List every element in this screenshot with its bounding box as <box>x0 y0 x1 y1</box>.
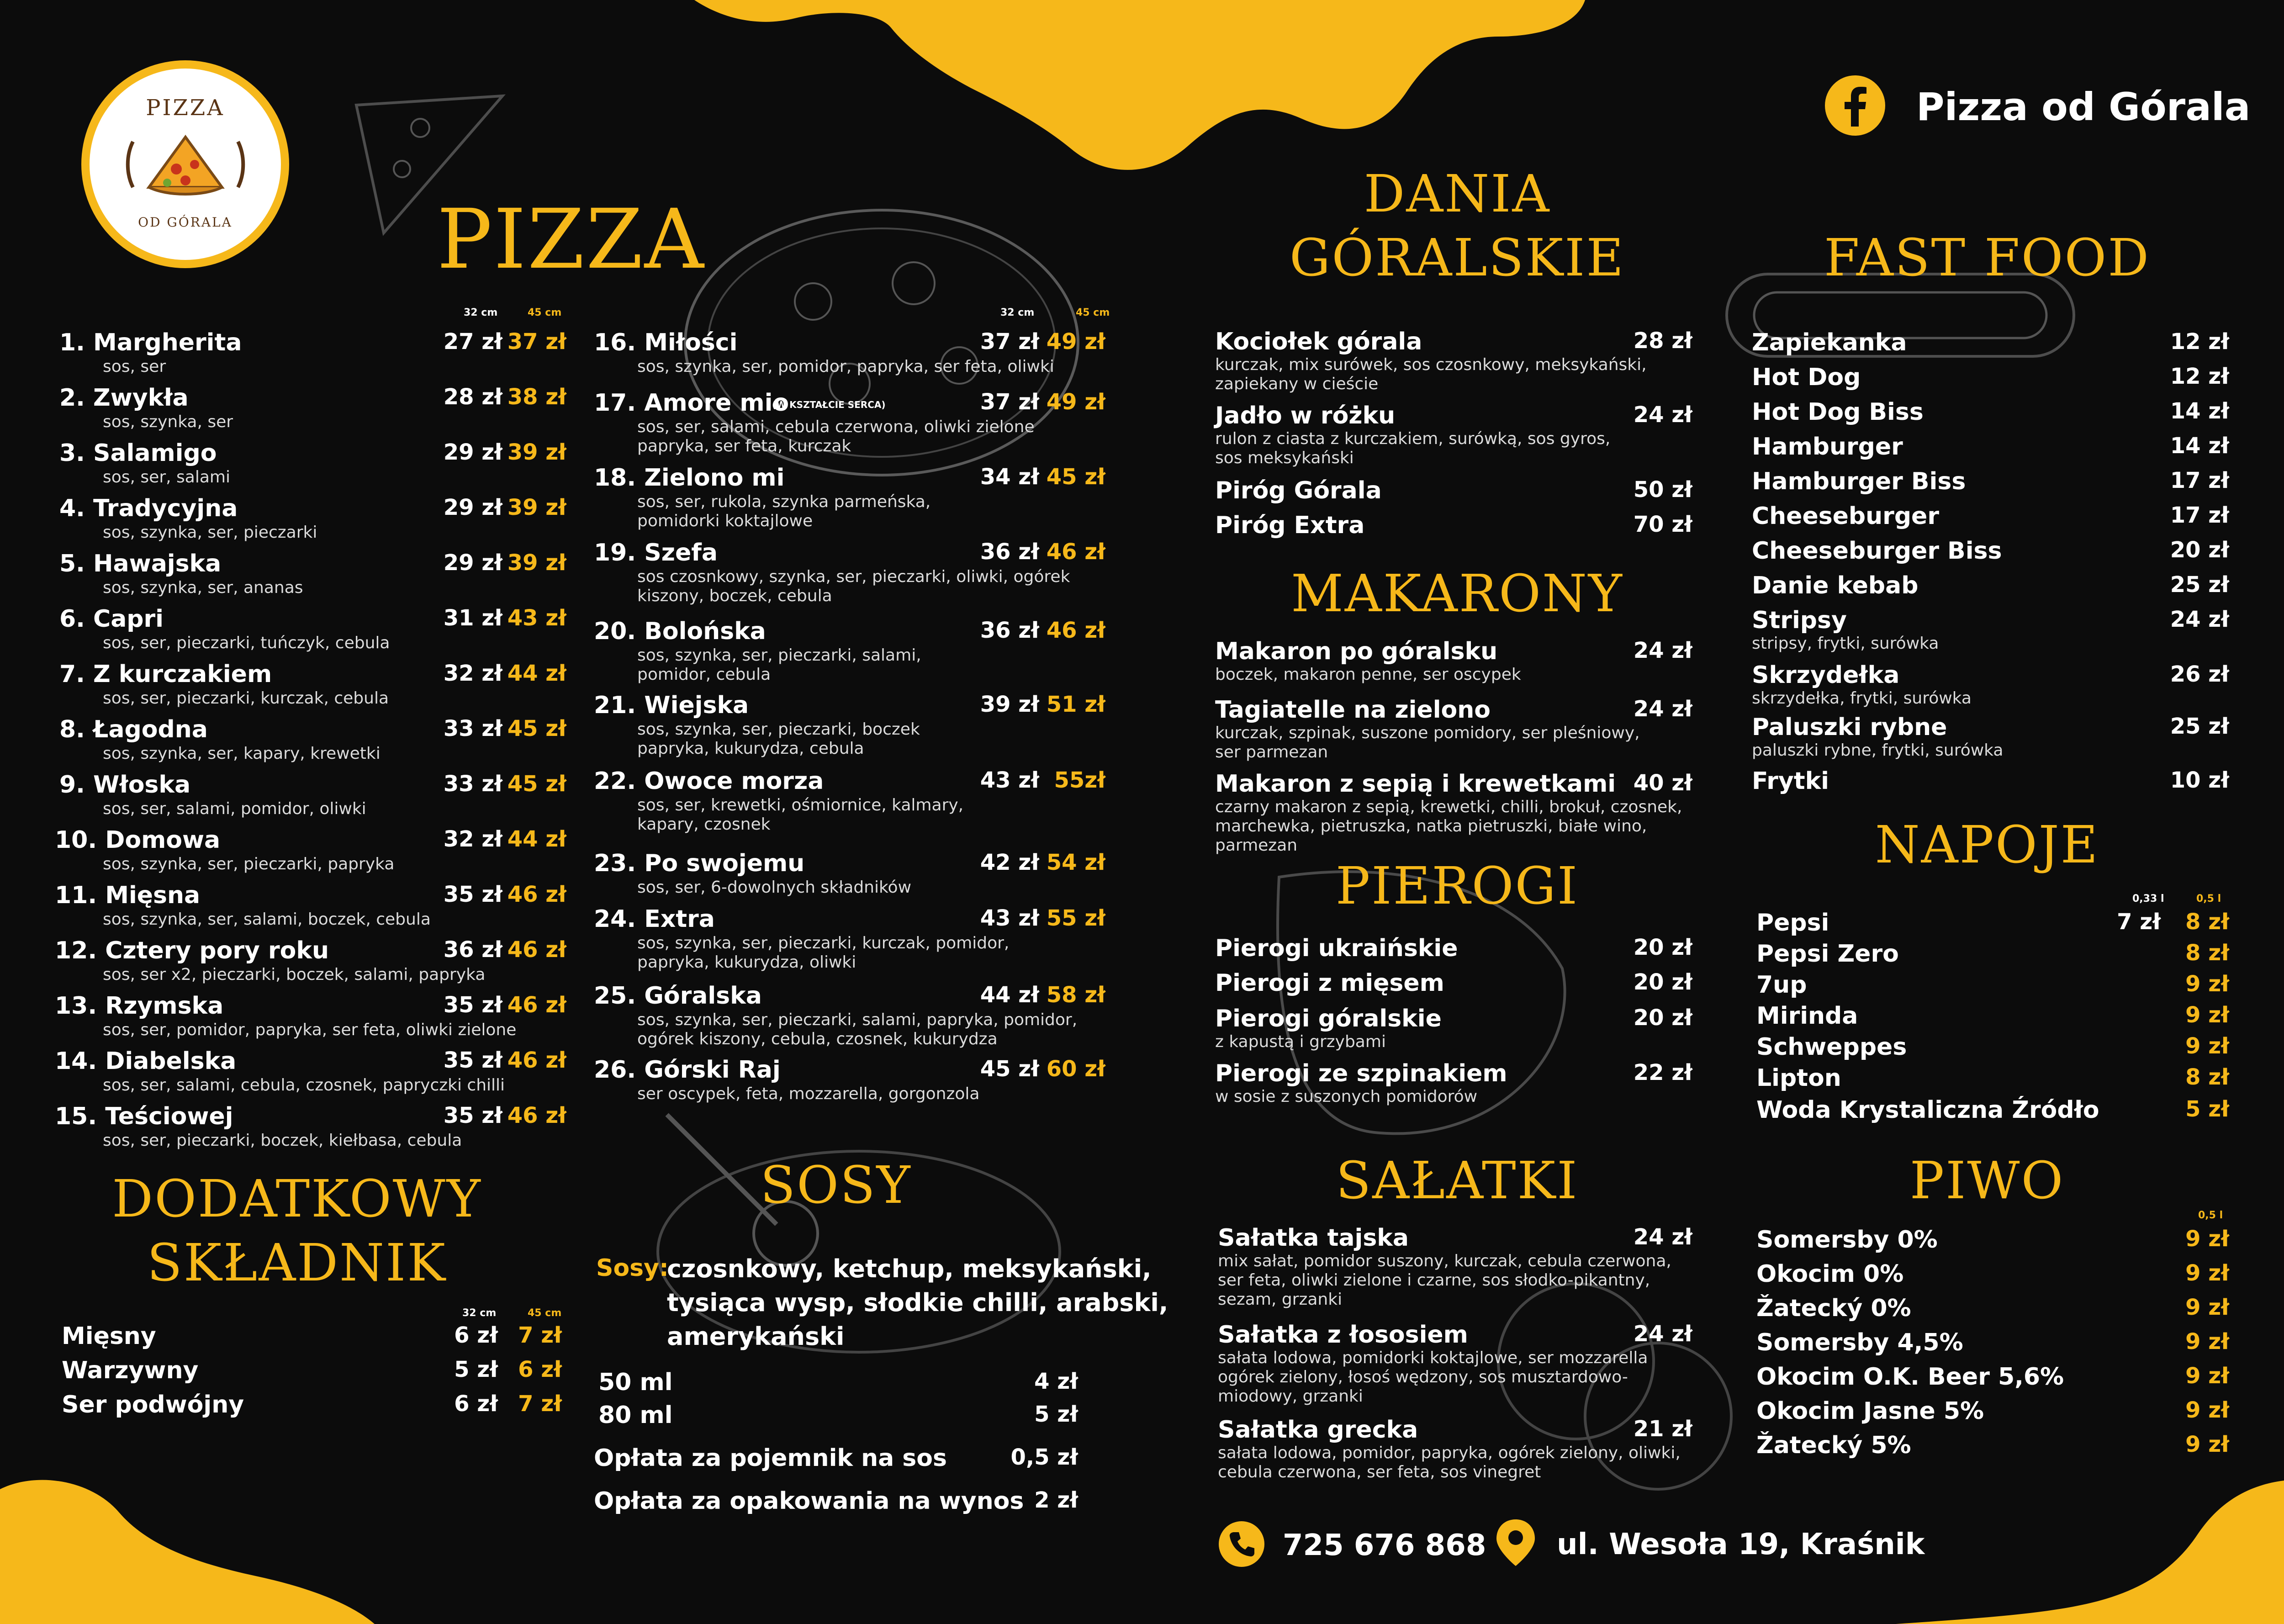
extra-title-line1: DODATKOWY <box>112 1169 482 1229</box>
napoje-item-name: Woda Krystaliczna Źródło <box>1756 1096 2099 1124</box>
pizza-price-45: 44 zł <box>507 826 566 852</box>
pizza-price-32: 43 zł <box>980 767 1039 793</box>
pizza-item-name: 17. Amore mio <box>594 389 789 417</box>
napoje-price-large: 8 zł <box>2185 909 2229 935</box>
pizza-price-45: 43 zł <box>507 605 566 631</box>
item-description: sos, ser, salami <box>103 468 230 487</box>
pizza-price-32: 33 zł <box>443 716 502 741</box>
napoje-price-large: 8 zł <box>2185 1064 2229 1090</box>
pizza-price-45: 49 zł <box>1046 329 1105 354</box>
pizza-item-name: 18. Zielono mi <box>594 464 785 492</box>
sauces-list-line3: amerykański <box>667 1322 845 1351</box>
sauces-label: Sosy: <box>596 1254 669 1282</box>
goralskie-item-name: Kociołek górala <box>1215 328 1422 355</box>
pizza-item-name: 6. Capri <box>59 605 164 633</box>
goralskie-item-price: 28 zł <box>1633 328 1692 354</box>
pizza-item-name: 15. Teściowej <box>55 1103 233 1130</box>
pizza-item-name: 8. Łagodna <box>59 716 208 743</box>
pizza-price-45: 45 zł <box>507 771 566 797</box>
pizza-item-name: 2. Zwykła <box>59 384 189 412</box>
item-description: sos, ser, 6-dowolnych składników <box>637 878 912 897</box>
napoje-price-large: 8 zł <box>2185 940 2229 966</box>
phone-number: 725 676 868 <box>1283 1529 1486 1562</box>
extra-price-45: 7 zł <box>518 1391 562 1417</box>
piwo-item-price: 9 zł <box>2185 1260 2229 1286</box>
item-description: kurczak, mix surówek, sos czosnkowy, meksykański, zapiekany w cieście <box>1215 355 1647 393</box>
fastfood-item-price: 25 zł <box>2170 572 2229 598</box>
pierogi-item-name: Pierogi ukraińskie <box>1215 935 1458 962</box>
napoje-price-small: 7 zł <box>2117 909 2161 935</box>
pizza-price-45: 54 zł <box>1046 850 1105 875</box>
sauce-item-price: 5 zł <box>1034 1402 1078 1427</box>
makarony-item-price: 40 zł <box>1633 770 1692 796</box>
pizza-price-45: 51 zł <box>1046 692 1105 717</box>
pizza-price-32: 42 zł <box>980 850 1039 875</box>
fastfood-title: FAST FOOD <box>1824 228 2151 288</box>
piwo-item-name: Okocim 0% <box>1756 1260 1904 1288</box>
pizza-item-name: 3. Salamigo <box>59 439 217 467</box>
pizza-item-name: 24. Extra <box>594 905 715 933</box>
pizza-item-name: 23. Po swojemu <box>594 850 805 877</box>
pizza-price-32: 34 zł <box>980 464 1039 490</box>
pizza-item-name: 7. Z kurczakiem <box>59 661 272 688</box>
item-description: sos, ser, krewetki, ośmiornice, kalmary, kapary, czosnek <box>637 796 964 834</box>
fastfood-item-name: Paluszki rybne <box>1752 714 1947 741</box>
pizza-price-32: 45 zł <box>980 1056 1039 1082</box>
item-description: mix sałat, pomidor suszony, kurczak, cebula czerwona, ser feta, oliwki zielone i czarne, sos słodko-pikantny, sezam, grzanki <box>1218 1252 1671 1309</box>
fastfood-item-price: 20 zł <box>2170 537 2229 563</box>
piwo-item-name: Okocim O.K. Beer 5,6% <box>1756 1363 2064 1391</box>
fastfood-item-name: Hot Dog Biss <box>1752 398 1924 426</box>
item-description: sos, szynka, ser, pomidor, papryka, ser feta, oliwki <box>637 357 1054 376</box>
pizza-price-32: 29 zł <box>443 439 502 465</box>
pizza-price-45: 46 zł <box>507 937 566 963</box>
pizza-price-32: 33 zł <box>443 771 502 797</box>
extra-item-name: Mięsny <box>62 1322 156 1350</box>
pizza-price-45: 37 zł <box>507 329 566 354</box>
sauces-list-line2: tysiąca wysp, słodkie chilli, arabski, <box>667 1288 1168 1317</box>
pizza-size-large-left: 45 cm <box>528 307 562 318</box>
salatki-title: SAŁATKI <box>1336 1151 1579 1211</box>
bottom-right-blob <box>1896 1480 2284 1624</box>
item-description: sos, ser, salami, cebula czerwona, oliwki zielone papryka, ser feta, kurczak <box>637 418 1035 455</box>
napoje-price-large: 9 zł <box>2185 1002 2229 1028</box>
fastfood-item-name: Hot Dog <box>1752 364 1861 391</box>
goralskie-item-name: Piróg Górala <box>1215 477 1382 504</box>
extra-price-32: 5 zł <box>454 1357 498 1382</box>
napoje-price-large: 9 zł <box>2185 1033 2229 1059</box>
item-description: sos, ser, pieczarki, tuńczyk, cebula <box>103 634 390 652</box>
napoje-title: NAPOJE <box>1875 815 2099 875</box>
extra-title-line2: SKŁADNIK <box>147 1233 447 1293</box>
item-description: czarny makaron z sepią, krewetki, chilli, brokuł, czosnek, marchewka, pietruszka, natka pietruszki, białe wino, parmezan <box>1215 798 1682 855</box>
pizza-price-45: 46 zł <box>507 1047 566 1073</box>
pizza-size-large-right: 45 cm <box>1076 307 1110 318</box>
salatki-item-price: 21 zł <box>1633 1416 1692 1442</box>
makarony-item-price: 24 zł <box>1633 638 1692 663</box>
item-description: stripsy, frytki, surówka <box>1752 634 1939 653</box>
pizza-icon <box>122 119 249 210</box>
item-description: sos, szynka, ser <box>103 413 233 431</box>
goralskie-item-name: Jadło w różku <box>1215 402 1396 429</box>
salatki-item-name: Sałatka tajska <box>1218 1224 1409 1252</box>
fastfood-item-name: Danie kebab <box>1752 572 1919 599</box>
pizza-price-45: 55 zł <box>1046 905 1105 931</box>
pizza-price-32: 35 zł <box>443 1103 502 1128</box>
pizza-price-32: 36 zł <box>443 937 502 963</box>
fastfood-item-price: 25 zł <box>2170 714 2229 739</box>
goralskie-title-line1: DANIA <box>1364 164 1551 224</box>
pizza-item-name: 19. Szefa <box>594 539 718 566</box>
pizza-price-45: 45 zł <box>1046 464 1105 490</box>
fastfood-item-price: 12 zł <box>2170 329 2229 354</box>
goralskie-item-price: 24 zł <box>1633 402 1692 428</box>
pizza-price-45: 58 zł <box>1046 982 1105 1008</box>
pizza-price-32: 28 zł <box>443 384 502 410</box>
salatki-item-name: Sałatka grecka <box>1218 1416 1418 1444</box>
piwo-item-price: 9 zł <box>2185 1329 2229 1354</box>
napoje-price-large: 5 zł <box>2185 1096 2229 1122</box>
pizza-price-45: 38 zł <box>507 384 566 410</box>
pizza-item-name: 20. Bolońska <box>594 618 766 645</box>
napoje-item-name: 7up <box>1756 971 1807 999</box>
pizza-price-32: 31 zł <box>443 605 502 631</box>
location-pin-icon <box>1493 1518 1539 1568</box>
item-description: sos, szynka, ser, pieczarki, kurczak, pomidor, papryka, kukurydza, oliwki <box>637 934 1010 972</box>
makarony-item-name: Tagiatelle na zielono <box>1215 696 1491 724</box>
extra-price-45: 6 zł <box>518 1357 562 1382</box>
piwo-item-name: Somersby 0% <box>1756 1226 1938 1254</box>
extra-price-45: 7 zł <box>518 1322 562 1348</box>
pizza-item-name: 26. Górski Raj <box>594 1056 781 1084</box>
fastfood-item-price: 12 zł <box>2170 364 2229 389</box>
goralskie-item-price: 70 zł <box>1633 512 1692 537</box>
phone-icon <box>1219 1521 1264 1567</box>
piwo-item-price: 9 zł <box>2185 1432 2229 1457</box>
makarony-item-name: Makaron po góralsku <box>1215 638 1498 665</box>
piwo-item-price: 9 zł <box>2185 1397 2229 1423</box>
piwo-item-price: 9 zł <box>2185 1363 2229 1389</box>
sauce-item-name: Opłata za opakowania na wynos <box>594 1487 1024 1515</box>
item-description: paluszki rybne, frytki, surówka <box>1752 741 2004 760</box>
item-description: sos, ser <box>103 357 166 376</box>
address-text: ul. Wesoła 19, Kraśnik <box>1557 1528 1925 1561</box>
top-blob <box>694 0 1585 183</box>
pierogi-item-name: Pierogi z mięsem <box>1215 969 1444 997</box>
pizza-price-32: 44 zł <box>980 982 1039 1008</box>
fastfood-item-price: 14 zł <box>2170 398 2229 424</box>
napoje-item-name: Lipton <box>1756 1064 1841 1092</box>
pizza-item-name: 14. Diabelska <box>55 1047 237 1075</box>
fastfood-item-price: 24 zł <box>2170 607 2229 632</box>
pizza-item-name: 22. Owoce morza <box>594 767 824 795</box>
fastfood-item-name: Frytki <box>1752 767 1829 795</box>
item-description: sos, szynka, ser, ananas <box>103 578 303 597</box>
pizza-item-name: 13. Rzymska <box>55 992 224 1020</box>
salatki-item-price: 24 zł <box>1633 1224 1692 1250</box>
item-description: z kapustą i grzybami <box>1215 1032 1386 1051</box>
pizza-price-32: 36 zł <box>980 618 1039 643</box>
extra-price-32: 6 zł <box>454 1322 498 1348</box>
pizza-price-45: 46 zł <box>507 882 566 907</box>
logo-text-top: PIZZA <box>146 95 225 121</box>
napoje-item-name: Pepsi Zero <box>1756 940 1899 968</box>
pizza-price-45: 44 zł <box>507 661 566 686</box>
pierogi-item-name: Pierogi ze szpinakiem <box>1215 1060 1507 1087</box>
piwo-item-name: Okocim Jasne 5% <box>1756 1397 1984 1425</box>
napoje-price-large: 9 zł <box>2185 971 2229 997</box>
item-description: sos, ser, salami, cebula, czosnek, papryczki chilli <box>103 1076 505 1095</box>
pierogi-item-name: Pierogi góralskie <box>1215 1005 1442 1032</box>
item-description: sos, ser, pieczarki, boczek, kiełbasa, cebula <box>103 1131 462 1150</box>
pierogi-item-price: 22 zł <box>1633 1060 1692 1085</box>
item-description: sos, szynka, ser, pieczarki <box>103 523 317 542</box>
pizza-price-45: 60 zł <box>1046 1056 1105 1082</box>
piwo-item-name: Somersby 4,5% <box>1756 1329 1963 1356</box>
pizza-size-small-right: 32 cm <box>1000 307 1035 318</box>
sauces-list-line1: czosnkowy, ketchup, meksykański, <box>667 1254 1152 1283</box>
pizza-price-32: 29 zł <box>443 550 502 576</box>
pierogi-item-price: 20 zł <box>1633 935 1692 960</box>
piwo-item-price: 9 zł <box>2185 1295 2229 1320</box>
pizza-price-45: 46 zł <box>507 1103 566 1128</box>
pizza-price-32: 27 zł <box>443 329 502 354</box>
fastfood-item-price: 14 zł <box>2170 433 2229 459</box>
pizza-price-45: 39 zł <box>507 439 566 465</box>
pizza-price-45: 39 zł <box>507 495 566 520</box>
item-description: sos, szynka, ser, pieczarki, papryka <box>103 855 395 873</box>
pizza-title: PIZZA <box>437 192 705 287</box>
pizza-price-45: 49 zł <box>1046 389 1105 415</box>
pizza-item-tag: (W KSZTAŁCIE SERCA) <box>772 399 886 410</box>
piwo-size: 0,5 l <box>2198 1210 2223 1221</box>
sauce-item-price: 2 zł <box>1034 1487 1078 1513</box>
pizza-item-name: 25. Góralska <box>594 982 762 1010</box>
item-description: sos czosnkowy, szynka, ser, pieczarki, oliwki, ogórek kiszony, boczek, cebula <box>637 567 1070 605</box>
piwo-title: PIWO <box>1909 1151 2065 1211</box>
pizza-item-name: 1. Margherita <box>59 329 242 356</box>
facebook-page-name: Pizza od Górala <box>1916 85 2251 129</box>
pizza-item-name: 16. Miłości <box>594 329 738 356</box>
item-description: sos, szynka, ser, kapary, krewetki <box>103 744 381 763</box>
piwo-item-name: Žatecký 0% <box>1756 1295 1911 1322</box>
napoje-item-name: Pepsi <box>1756 909 1829 936</box>
item-description: sos, ser x2, pieczarki, boczek, salami, papryka <box>103 965 486 984</box>
fastfood-item-name: Stripsy <box>1752 607 1847 634</box>
logo-text-bottom: OD GÓRALA <box>138 215 233 230</box>
pizza-price-32: 43 zł <box>980 905 1039 931</box>
pizza-item-name: 9. Włoska <box>59 771 191 799</box>
extra-size-small: 32 cm <box>462 1307 497 1319</box>
pizza-item-name: 5. Hawajska <box>59 550 222 577</box>
item-description: sos, szynka, ser, pieczarki, salami, pomidor, cebula <box>637 646 921 684</box>
fastfood-item-price: 17 zł <box>2170 503 2229 528</box>
pizza-item-name: 4. Tradycyjna <box>59 495 238 522</box>
napoje-item-name: Schweppes <box>1756 1033 1907 1061</box>
extra-item-name: Warzywny <box>62 1357 199 1384</box>
item-description: sos, szynka, ser, salami, boczek, cebula <box>103 910 431 929</box>
goralskie-item-name: Piróg Extra <box>1215 512 1365 539</box>
makarony-item-name: Makaron z sepią i krewetkami <box>1215 770 1616 798</box>
pizza-price-32: 37 zł <box>980 389 1039 415</box>
pizza-price-45: 46 zł <box>1046 618 1105 643</box>
napoje-size-large: 0,5 l <box>2196 893 2221 905</box>
pizza-price-32: 32 zł <box>443 826 502 852</box>
pizza-item-name: 12. Cztery pory roku <box>55 937 329 964</box>
bottom-left-blob <box>0 1471 411 1624</box>
item-description: sos, ser, rukola, szynka parmeńska, pomidorki koktajlowe <box>637 492 931 530</box>
item-description: w sosie z suszonych pomidorów <box>1215 1087 1478 1106</box>
fastfood-item-name: Hamburger Biss <box>1752 468 1966 495</box>
item-description: sos, ser, pieczarki, kurczak, cebula <box>103 689 389 708</box>
pizza-price-32: 29 zł <box>443 495 502 520</box>
fastfood-item-price: 26 zł <box>2170 661 2229 687</box>
sauce-item-name: Opłata za pojemnik na sos <box>594 1444 947 1472</box>
piwo-item-price: 9 zł <box>2185 1226 2229 1252</box>
item-description: ser oscypek, feta, mozzarella, gorgonzola <box>637 1084 980 1103</box>
pizza-price-45: 45 zł <box>507 716 566 741</box>
pizza-price-32: 32 zł <box>443 661 502 686</box>
pierogi-item-price: 20 zł <box>1633 1005 1692 1031</box>
goralskie-title-line2: GÓRALSKIE <box>1289 228 1625 288</box>
fastfood-item-name: Zapiekanka <box>1752 329 1907 356</box>
pizza-item-name: 11. Mięsna <box>55 882 201 909</box>
pizza-price-32: 37 zł <box>980 329 1039 354</box>
pizza-price-45: 46 zł <box>507 992 566 1018</box>
pizza-price-32: 36 zł <box>980 539 1039 565</box>
goralskie-item-price: 50 zł <box>1633 477 1692 503</box>
extra-price-32: 6 zł <box>454 1391 498 1417</box>
fastfood-item-name: Skrzydełka <box>1752 661 1900 689</box>
fastfood-item-name: Cheeseburger Biss <box>1752 537 2002 565</box>
napoje-item-name: Mirinda <box>1756 1002 1858 1030</box>
pizza-item-name: 21. Wiejska <box>594 692 749 719</box>
pizza-price-32: 35 zł <box>443 992 502 1018</box>
item-description: sałata lodowa, pomidor, papryka, ogórek zielony, oliwki, cebula czerwona, ser feta, sos vinegret <box>1218 1444 1681 1481</box>
pizza-price-32: 35 zł <box>443 1047 502 1073</box>
pierogi-item-price: 20 zł <box>1633 969 1692 995</box>
sauce-item-name: 80 ml <box>598 1402 673 1429</box>
pizza-logo <box>81 60 289 268</box>
item-description: rulon z ciasta z kurczakiem, surówką, sos gyros, sos meksykański <box>1215 429 1611 467</box>
facebook-icon <box>1825 75 1885 136</box>
salatki-item-price: 24 zł <box>1633 1321 1692 1347</box>
pizza-price-32: 35 zł <box>443 882 502 907</box>
napoje-size-small: 0,33 l <box>2132 893 2164 905</box>
pierogi-title: PIEROGI <box>1335 857 1579 916</box>
item-description: boczek, makaron penne, ser oscypek <box>1215 665 1521 684</box>
pizza-price-45: 39 zł <box>507 550 566 576</box>
makarony-item-price: 24 zł <box>1633 696 1692 722</box>
makarony-title: MAKARONY <box>1291 564 1623 624</box>
extra-item-name: Ser podwójny <box>62 1391 244 1418</box>
piwo-item-name: Žatecký 5% <box>1756 1432 1911 1459</box>
sauce-item-price: 4 zł <box>1034 1369 1078 1394</box>
item-description: sałata lodowa, pomidorki koktajlowe, ser mozzarella ogórek zielony, łosoś wędzony, sos musztardowo- miodowy, grzanki <box>1218 1349 1648 1406</box>
pizza-size-small-left: 32 cm <box>464 307 498 318</box>
sauce-item-price: 0,5 zł <box>1010 1444 1078 1470</box>
pizza-item-name: 10. Domowa <box>55 826 221 854</box>
fastfood-item-name: Cheeseburger <box>1752 503 1939 530</box>
pizza-price-45: 46 zł <box>1046 539 1105 565</box>
fastfood-item-price: 10 zł <box>2170 767 2229 793</box>
pizza-price-45: 55zł <box>1054 767 1105 793</box>
item-description: kurczak, szpinak, suszone pomidory, ser pleśniowy, ser parmezan <box>1215 724 1640 762</box>
item-description: sos, ser, pomidor, papryka, ser feta, oliwki zielone <box>103 1021 517 1039</box>
fastfood-item-name: Hamburger <box>1752 433 1903 460</box>
extra-size-large: 45 cm <box>528 1307 562 1319</box>
item-description: sos, szynka, ser, pieczarki, boczek papryka, kukurydza, cebula <box>637 720 920 758</box>
sauces-title: SOSY <box>760 1156 912 1215</box>
item-description: skrzydełka, frytki, surówka <box>1752 689 1972 708</box>
pizza-price-32: 39 zł <box>980 692 1039 717</box>
item-description: sos, szynka, ser, pieczarki, salami, papryka, pomidor, ogórek kiszony, cebula, czosnek, kukurydza <box>637 1010 1078 1048</box>
fastfood-item-price: 17 zł <box>2170 468 2229 493</box>
sauce-item-name: 50 ml <box>598 1369 673 1396</box>
item-description: sos, ser, salami, pomidor, oliwki <box>103 799 366 818</box>
salatki-item-name: Sałatka z łososiem <box>1218 1321 1468 1349</box>
